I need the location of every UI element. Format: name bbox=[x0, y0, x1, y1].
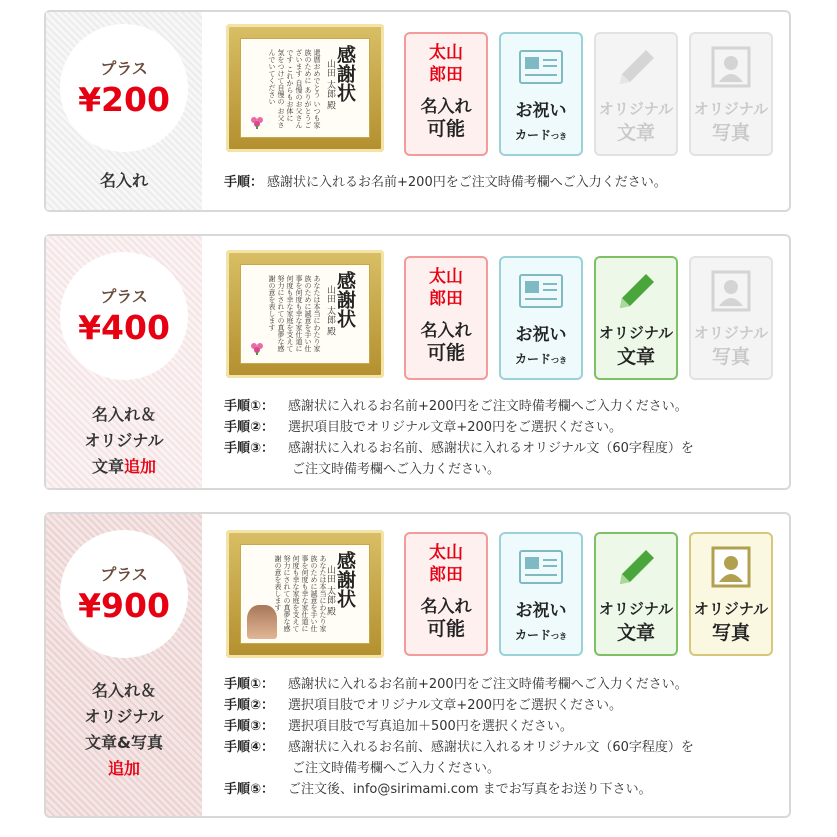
plan-title-text: 文章 bbox=[91, 457, 124, 476]
name-sample-line: 太山 bbox=[429, 43, 463, 63]
price-value: ¥200 bbox=[78, 80, 170, 119]
portrait-icon bbox=[711, 46, 751, 88]
step-text: 感謝状に入れるお名前+200円をご注文時備考欄へご入力ください。 bbox=[288, 677, 688, 692]
feature-photo bbox=[689, 532, 773, 656]
price-value: ¥900 bbox=[78, 586, 170, 625]
card-label: カード bbox=[514, 128, 551, 142]
certificate-name: 山田 太郎 殿 bbox=[325, 285, 335, 336]
name-sample bbox=[406, 542, 486, 586]
certificate-body: 還暦おめでとう いつも家族のために ありがとうございます 自慢のお父さんです これからもお体に 気をつけて自慢の お父さんでいてください bbox=[268, 49, 321, 129]
feature-label: 可能 bbox=[426, 118, 465, 140]
step-text: ご注文時備考欄へご入力ください。 bbox=[292, 761, 501, 776]
name-sample-line: 郎田 bbox=[429, 65, 463, 85]
feature-label: 可能 bbox=[426, 342, 465, 364]
step-label: 手順①： bbox=[224, 399, 275, 414]
feature-label: オリジナル bbox=[598, 324, 674, 342]
plan-title-suffix: 追加 bbox=[107, 759, 140, 778]
step-text: 選択項目肢でオリジナル文章+200円をご選択ください。 bbox=[288, 420, 623, 435]
steps-list bbox=[224, 674, 694, 800]
step-item-continued bbox=[224, 459, 694, 480]
feature-label: 名入れ bbox=[420, 597, 472, 617]
pen-icon bbox=[614, 546, 658, 590]
feature-label: お祝い bbox=[515, 601, 567, 621]
plan-title-line: オリジナル bbox=[84, 431, 164, 450]
step-item bbox=[224, 737, 694, 758]
card-suffix: つき bbox=[551, 356, 567, 365]
feature-label: 名入れ bbox=[420, 97, 472, 117]
feature-label: オリジナル bbox=[598, 100, 674, 118]
step-text: 感謝状に入れるお名前、感謝状に入れるオリジナル文（60字程度）を bbox=[288, 441, 694, 456]
plan-title-line: 文章&写真 bbox=[85, 733, 163, 752]
step-text: 感謝状に入れるお名前+200円をご注文時備考欄へご入力ください。 bbox=[267, 175, 667, 190]
plan-title-line: オリジナル bbox=[84, 707, 164, 726]
price-badge bbox=[60, 530, 188, 658]
feature-label: 写真 bbox=[711, 122, 750, 144]
plan-sidebar bbox=[46, 514, 202, 816]
step-item bbox=[224, 417, 694, 438]
certificate-heading: 感謝状 bbox=[334, 551, 356, 608]
step-item bbox=[224, 779, 694, 800]
step-text: ご注文後、info@sirimami.com までお写真をお送り下さい。 bbox=[288, 782, 652, 797]
certificate-paper bbox=[240, 544, 370, 644]
certificate-body: あなたは本当にわたり家族のために誠意を手い仕事を何度も幸な家仕道に何度も幸な家庭を支えて努力にされての真夢な感謝の意を表します bbox=[268, 275, 321, 352]
step-label: 手順③： bbox=[224, 719, 275, 734]
certificate-heading: 感謝状 bbox=[334, 271, 356, 328]
card-label: カード bbox=[514, 628, 551, 642]
feature-card bbox=[499, 532, 583, 656]
feature-name bbox=[404, 32, 488, 156]
card-suffix: つき bbox=[551, 632, 567, 641]
plus-label: プラス bbox=[100, 59, 148, 78]
feature-label: お祝い bbox=[515, 325, 567, 345]
price-badge bbox=[60, 252, 188, 380]
plus-label: プラス bbox=[100, 287, 148, 306]
plan-card-200 bbox=[44, 10, 791, 212]
plan-title-line: 名入れ bbox=[99, 171, 148, 190]
price-value: ¥400 bbox=[78, 308, 170, 347]
certificate-image bbox=[226, 250, 384, 378]
feature-label: 文章 bbox=[616, 622, 655, 644]
step-label: 手順②： bbox=[224, 420, 275, 435]
feature-text bbox=[594, 256, 678, 380]
step-text: 感謝状に入れるお名前、感謝状に入れるオリジナル文（60字程度）を bbox=[288, 740, 694, 755]
plan-title-suffix: 追加 bbox=[124, 457, 157, 476]
step-item bbox=[224, 438, 694, 459]
portrait-icon bbox=[711, 546, 751, 588]
feature-label: お祝い bbox=[515, 101, 567, 121]
step-label: 手順④： bbox=[224, 740, 275, 755]
pen-icon bbox=[614, 270, 658, 314]
feature-label: オリジナル bbox=[598, 600, 674, 618]
flower-icon bbox=[249, 115, 265, 129]
name-sample-line: 郎田 bbox=[429, 565, 463, 585]
plan-title-line bbox=[46, 454, 202, 480]
feature-label: 写真 bbox=[711, 622, 750, 644]
plan-title bbox=[46, 402, 202, 480]
name-sample-line: 太山 bbox=[429, 543, 463, 563]
step-label: 手順： bbox=[224, 175, 264, 190]
name-sample-line: 郎田 bbox=[429, 289, 463, 309]
plan-title bbox=[46, 168, 202, 194]
certificate-image bbox=[226, 24, 384, 152]
step-item bbox=[224, 172, 667, 193]
certificate-name: 山田 太郎 殿 bbox=[325, 565, 335, 616]
portrait-icon bbox=[711, 270, 751, 312]
plan-title-line: 名入れ＆ bbox=[91, 681, 156, 700]
step-text: 感謝状に入れるお名前+200円をご注文時備考欄へご入力ください。 bbox=[288, 399, 688, 414]
step-label: 手順③： bbox=[224, 441, 275, 456]
card-suffix: つき bbox=[551, 132, 567, 141]
feature-label: 名入れ bbox=[420, 321, 472, 341]
feature-photo-disabled bbox=[689, 32, 773, 156]
feature-photo-disabled bbox=[689, 256, 773, 380]
feature-name bbox=[404, 532, 488, 656]
step-text: 選択項目肢でオリジナル文章+200円をご選択ください。 bbox=[288, 698, 623, 713]
feature-label bbox=[501, 348, 581, 372]
plan-sidebar bbox=[46, 12, 202, 210]
step-label: 手順②： bbox=[224, 698, 275, 713]
feature-label: 可能 bbox=[426, 618, 465, 640]
pen-icon bbox=[614, 46, 658, 90]
name-sample-line: 太山 bbox=[429, 267, 463, 287]
feature-label: 文章 bbox=[616, 122, 655, 144]
feature-text bbox=[594, 532, 678, 656]
step-text: 選択項目肢で写真追加＋500円を選択ください。 bbox=[288, 719, 573, 734]
feature-name bbox=[404, 256, 488, 380]
feature-label bbox=[501, 124, 581, 148]
steps-list bbox=[224, 172, 667, 193]
step-item bbox=[224, 396, 694, 417]
feature-label: 写真 bbox=[711, 346, 750, 368]
feature-label bbox=[501, 624, 581, 648]
card-icon bbox=[519, 550, 563, 584]
price-badge bbox=[60, 24, 188, 152]
feature-label: 文章 bbox=[616, 346, 655, 368]
feature-label: オリジナル bbox=[693, 100, 769, 118]
card-icon bbox=[519, 274, 563, 308]
plan-sidebar bbox=[46, 236, 202, 488]
feature-card bbox=[499, 32, 583, 156]
steps-list bbox=[224, 396, 694, 480]
card-icon bbox=[519, 50, 563, 84]
feature-label: オリジナル bbox=[693, 600, 769, 618]
certificate-name: 山田 太郎 殿 bbox=[325, 59, 335, 110]
certificate-heading: 感謝状 bbox=[334, 45, 356, 102]
step-item bbox=[224, 674, 694, 695]
name-sample bbox=[406, 42, 486, 86]
portrait-photo bbox=[247, 605, 277, 639]
certificate-paper bbox=[240, 264, 370, 364]
certificate-image bbox=[226, 530, 384, 658]
step-text: ご注文時備考欄へご入力ください。 bbox=[292, 462, 501, 477]
plus-label: プラス bbox=[100, 565, 148, 584]
step-label: 手順①： bbox=[224, 677, 275, 692]
name-sample bbox=[406, 266, 486, 310]
step-label: 手順⑤： bbox=[224, 782, 275, 797]
feature-card bbox=[499, 256, 583, 380]
feature-label: オリジナル bbox=[693, 324, 769, 342]
step-item-continued bbox=[224, 758, 694, 779]
feature-text-disabled bbox=[594, 32, 678, 156]
flower-icon bbox=[249, 341, 265, 355]
card-label: カード bbox=[514, 352, 551, 366]
certificate-paper bbox=[240, 38, 370, 138]
step-item bbox=[224, 716, 694, 737]
step-item bbox=[224, 695, 694, 716]
plan-title-line: 名入れ＆ bbox=[91, 405, 156, 424]
certificate-body: あなたは本当にわたり家族のために誠意を手い仕事を何度も幸な家仕道に何度も幸な家庭を支えて努力にされての真夢な感謝の意を表します bbox=[274, 555, 327, 632]
plan-title bbox=[46, 678, 202, 782]
plan-card-900 bbox=[44, 512, 791, 818]
plan-card-400 bbox=[44, 234, 791, 490]
